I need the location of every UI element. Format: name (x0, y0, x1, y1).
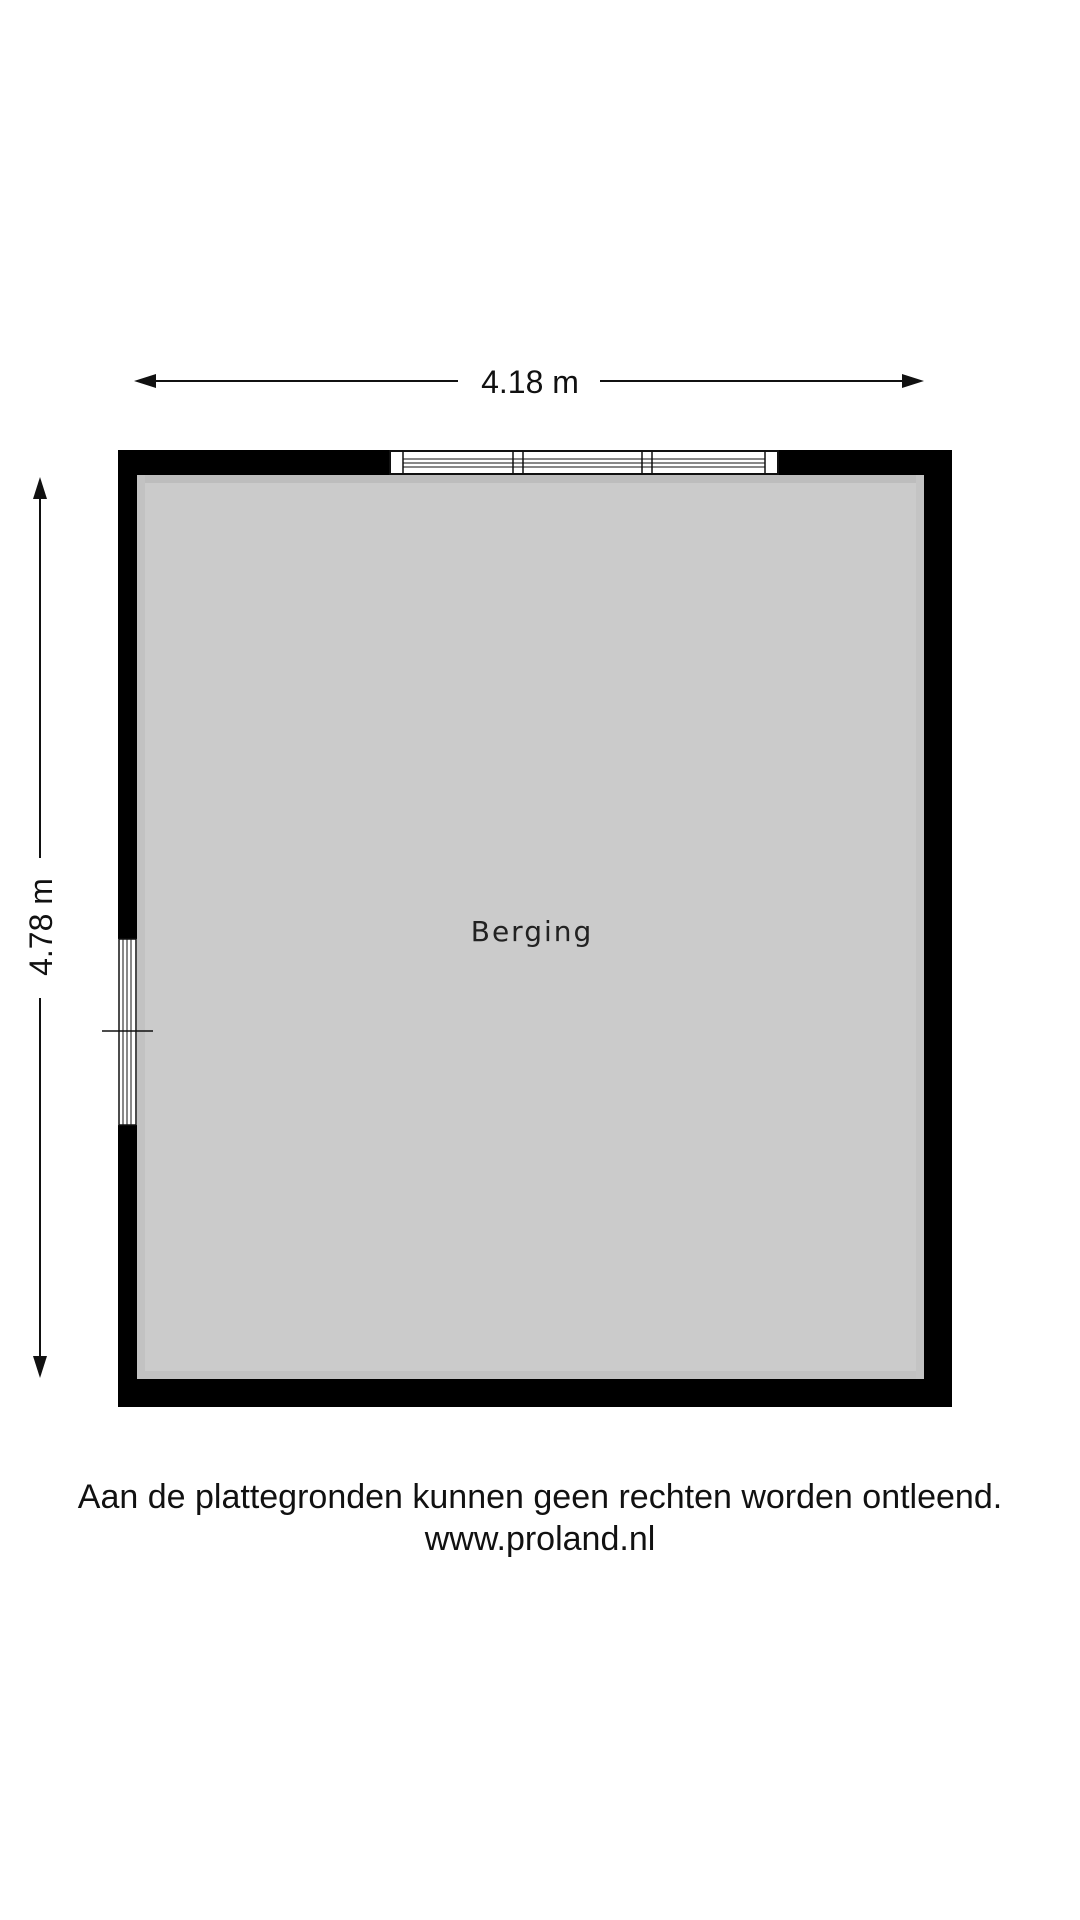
arrow-down-icon (33, 1356, 47, 1378)
width-dimension-label: 4.18 m (481, 364, 579, 400)
width-dimension (134, 364, 924, 400)
arrow-up-icon (33, 477, 47, 499)
disclaimer-text: Aan de plattegronden kunnen geen rechten worden ontleend. (77, 1478, 1003, 1516)
height-dimension (23, 477, 59, 1378)
room-berging (102, 450, 952, 1407)
top-window (389, 450, 779, 475)
height-dimension-label: 4.78 m (23, 878, 59, 976)
website-text: www.proland.nl (424, 1520, 656, 1558)
arrow-left-icon (134, 374, 156, 388)
arrow-right-icon (902, 374, 924, 388)
room-label: Berging (470, 915, 594, 948)
